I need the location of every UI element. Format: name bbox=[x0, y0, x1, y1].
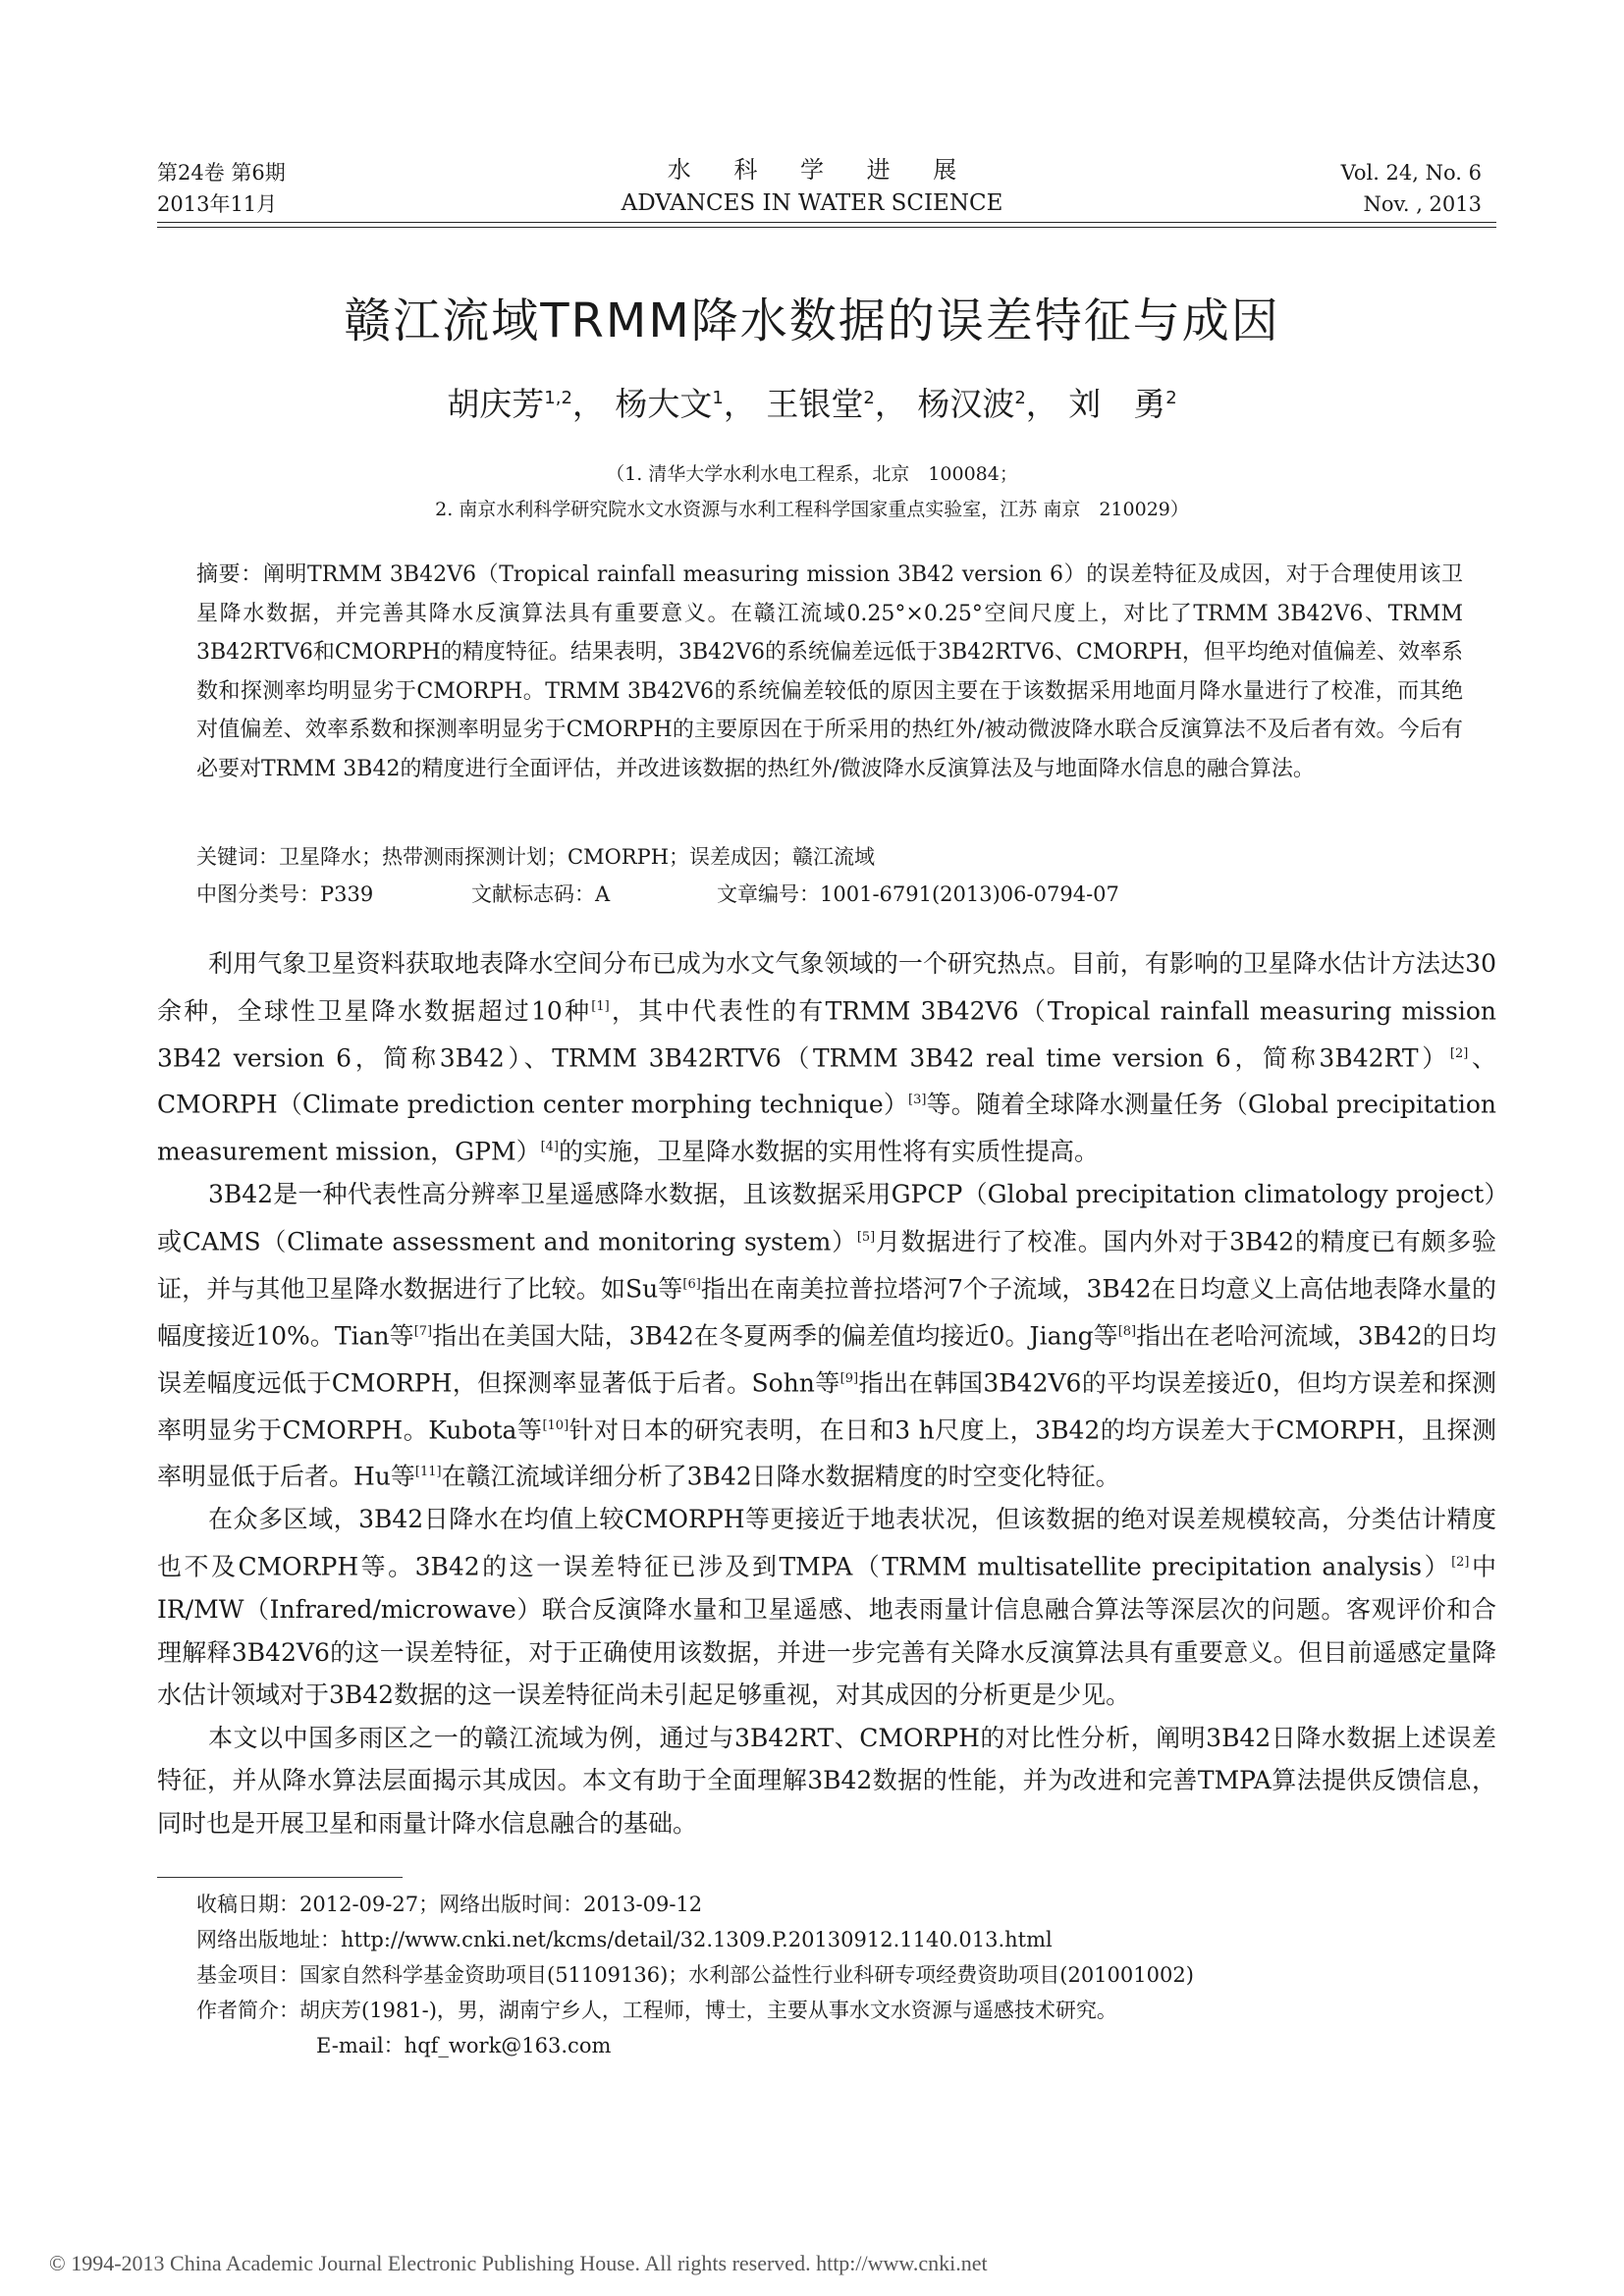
author-affil-mark: 1 bbox=[712, 388, 724, 408]
affiliation-2: 2. 南京水利科学研究院水文水资源与水利工程科学国家重点实验室，江苏 南京 210029） bbox=[435, 499, 1189, 520]
paragraph-text: 中IR/MW（Infrared/microwave）联合反演降水量和卫星遥感、地表雨量计信息融合算法等深层次的问题。客观评价和合理解释3B42V6的这一误差特征，对于正确使用该数据，并进一步完善有关降水反演算法具有重要意义。但目前遥感定量降水估计领域对于3B42数据的这一误差特征尚未引起足够重视，对其成因的分析更是少见。 bbox=[157, 1552, 1496, 1710]
citation-mark: [11] bbox=[414, 1465, 442, 1480]
paragraph-text: 指出在南美拉普拉塔河7个子流域，3B42在日均意义上高估地表降水量的幅度接近10%。Tian等 bbox=[157, 1274, 1496, 1351]
paragraph-text: 指出在老哈河流域，3B42的日均误差幅度远低于CMORPH，但探测率显著低于后者。Sohn等 bbox=[157, 1321, 1496, 1397]
issue-date-cn: 2013年11月 bbox=[157, 192, 278, 216]
body-paragraph bbox=[157, 942, 1496, 1173]
citation-mark: [8] bbox=[1117, 1323, 1137, 1339]
body-paragraph bbox=[157, 1717, 1496, 1845]
header-right bbox=[1341, 157, 1482, 220]
received-date: 收稿日期：2012-09-27；网络出版时间：2013-09-12 bbox=[196, 1893, 703, 1916]
paragraph-text: 本文以中国多雨区之一的赣江流域为例，通过与3B42RT、CMORPH的对比性分析，阐明3B42日降水数据上述误差特征，并从降水算法层面揭示其成因。本文有助于全面理解3B42数据的性能，并为改进和完善TMPA算法提供反馈信息，同时也是开展卫星和雨量计降水信息融合的基础。 bbox=[157, 1723, 1496, 1838]
author-bio: 作者简介：胡庆芳(1981-)，男，湖南宁乡人，工程师，博士，主要从事水文水资源与遥感技术研究。 bbox=[196, 1999, 1117, 2022]
affiliation-1: （1. 清华大学水利水电工程系，北京 100084； bbox=[606, 463, 1018, 485]
citation-mark: [5] bbox=[856, 1229, 876, 1245]
citation-mark: [7] bbox=[413, 1323, 433, 1339]
footnote-rule bbox=[157, 1877, 403, 1878]
citation-mark: [6] bbox=[682, 1276, 701, 1292]
body-text bbox=[157, 942, 1496, 1844]
body-paragraph bbox=[157, 1173, 1496, 1498]
citation-mark: [4] bbox=[540, 1140, 559, 1155]
issue-date-en: Nov. , 2013 bbox=[1363, 192, 1482, 216]
paragraph-text: 的实施，卫星降水数据的实用性将有实质性提高。 bbox=[559, 1137, 1100, 1166]
author-affil-mark: 2 bbox=[1165, 388, 1177, 408]
keywords: 关键词：卫星降水；热带测雨探测计划；CMORPH；误差成因；赣江流域 bbox=[196, 845, 876, 869]
online-url: 网络出版地址：http://www.cnki.net/kcms/detail/32.1309.P.20130912.1140.013.html bbox=[196, 1928, 1053, 1951]
author-list: 胡庆芳$^{1,2}$， 杨大文$^1$， 王银堂$^2$， 杨汉波$^2$， 刘 勇$^2$ bbox=[447, 385, 1177, 423]
copyright-notice: © 1994-2013 China Academic Journal Electronic Publishing House. All rights reserved. http://www.cnki.net bbox=[49, 2251, 988, 2275]
paragraph-text: 针对日本的研究表明，在日和3 h尺度上，3B42的均方误差大于CMORPH，且探测率明显低于后者。Hu等 bbox=[157, 1415, 1497, 1491]
paragraph-text: 、CMORPH（Climate prediction center morphing technique） bbox=[157, 1042, 1496, 1119]
abstract: 摘要：阐明TRMM 3B42V6（Tropical rainfall measuring mission 3B42 version 6）的误差特征及成因，对于合理使用该卫星降水数据，并完善其降水反演算法具有重要意义。在赣江流域0.25°×0.25°空间尺度上，对比了TRMM 3B42V6、TRMM 3B42RTV6和CMORPH的精度特征。结果表明，3B42V6的系统偏差远低于3B42RTV6、CMORPH，但平均绝对值偏差、效率系数和探测率均明显劣于CMORPH。TRMM 3B42V6的系统偏差较低的原因主要在于该数据采用地面月降水量进行了校准，而其绝对值偏差、效率系数和探测率明显劣于CMORPH的主要原因在于所采用的热红外/被动微波降水联合反演算法不及后者有效。今后有必要对TRMM 3B42的精度进行全面评估，并改进该数据的热红外/微波降水反演算法及与地面降水信息的融合算法。 bbox=[196, 562, 1463, 781]
document-code: 文献标志码：A bbox=[471, 882, 611, 906]
paragraph-text: 利用气象卫星资料获取地表降水空间分布已成为水文气象领域的一个研究热点。目前，有影响的卫星降水估计方法达30余种，全球性卫星降水数据超过10种 bbox=[157, 949, 1496, 1025]
author-affil-mark: 2 bbox=[1014, 388, 1026, 408]
journal-name-cn: 水 科 学 进 展 bbox=[667, 156, 975, 184]
paragraph-text: 月数据进行了校准。国内外对于3B42的精度已有颇多验证，并与其他卫星降水数据进行了比较。如Su等 bbox=[157, 1227, 1497, 1304]
paragraph-text: 指出在美国大陆，3B42在冬夏两季的偏差值均接近0。Jiang等 bbox=[432, 1321, 1118, 1351]
citation-mark: [2] bbox=[1451, 1555, 1470, 1570]
paragraph-text: 3B42是一种代表性高分辨率卫星遥感降水数据，且该数据采用GPCP（Global precipitation climatology project）或CAMS（Climate assessment and monitoring system） bbox=[157, 1180, 1496, 1256]
paragraph-text: 在众多区域，3B42日降水在均值上较CMORPH等更接近于地表状况，但该数据的绝对误差规模较高，分类估计精度也不及CMORPH等。3B42的这一误差特征已涉及到TMPA（TRMM multisatellite precipitation analysis） bbox=[157, 1505, 1496, 1581]
volume-en: Vol. 24, No. 6 bbox=[1340, 161, 1482, 185]
paragraph-text: 在赣江流域详细分析了3B42日降水数据精度的时空变化特征。 bbox=[441, 1462, 1120, 1491]
author: 杨大文 bbox=[615, 385, 713, 423]
header-rule-bottom bbox=[157, 227, 1496, 228]
body-paragraph bbox=[157, 1498, 1496, 1716]
citation-mark: [10] bbox=[542, 1417, 569, 1433]
funding: 基金项目：国家自然科学基金资助项目(51109136)；水利部公益性行业科研专项经费资助项目(201001002) bbox=[196, 1963, 1194, 1987]
paper-title: 赣江流域TRMM降水数据的误差特征与成因 bbox=[344, 294, 1280, 348]
author-email: E-mail：hqf_work@163.com bbox=[316, 2034, 612, 2057]
journal-name-en: ADVANCES IN WATER SCIENCE bbox=[621, 190, 1003, 216]
citation-mark: [3] bbox=[908, 1093, 927, 1108]
author: 王银堂 bbox=[766, 385, 864, 423]
header-rule-top bbox=[157, 222, 1496, 223]
citation-mark: [9] bbox=[839, 1370, 859, 1386]
author: 刘 勇 bbox=[1068, 385, 1166, 423]
author: 胡庆芳 bbox=[447, 385, 545, 423]
paragraph-text: 等。随着全球降水测量任务（Global precipitation measurement mission，GPM） bbox=[157, 1090, 1496, 1166]
citation-mark: [2] bbox=[1449, 1045, 1469, 1061]
volume-issue: 第24卷 第6期 bbox=[157, 161, 286, 185]
clc-number: 中图分类号：P339 bbox=[196, 882, 374, 906]
article-number: 文章编号：1001-6791(2013)06-0794-07 bbox=[717, 882, 1119, 906]
author: 杨汉波 bbox=[917, 385, 1015, 423]
classification-line bbox=[196, 879, 1119, 908]
citation-mark: [1] bbox=[591, 998, 610, 1014]
paragraph-text: 指出在韩国3B42V6的平均误差接近0，但均方误差和探测率明显劣于CMORPH。Kubota等 bbox=[157, 1367, 1496, 1444]
paragraph-text: ，其中代表性的有TRMM 3B42V6（Tropical rainfall measuring mission 3B42 version 6，简称3B42）、TRMM 3B42RTV6（TRMM 3B42 real time version 6，简称3B42RT） bbox=[157, 995, 1496, 1072]
footnotes bbox=[196, 1887, 1194, 2063]
author-affil-mark: 1,2 bbox=[544, 388, 572, 408]
author-affil-mark: 2 bbox=[863, 388, 875, 408]
